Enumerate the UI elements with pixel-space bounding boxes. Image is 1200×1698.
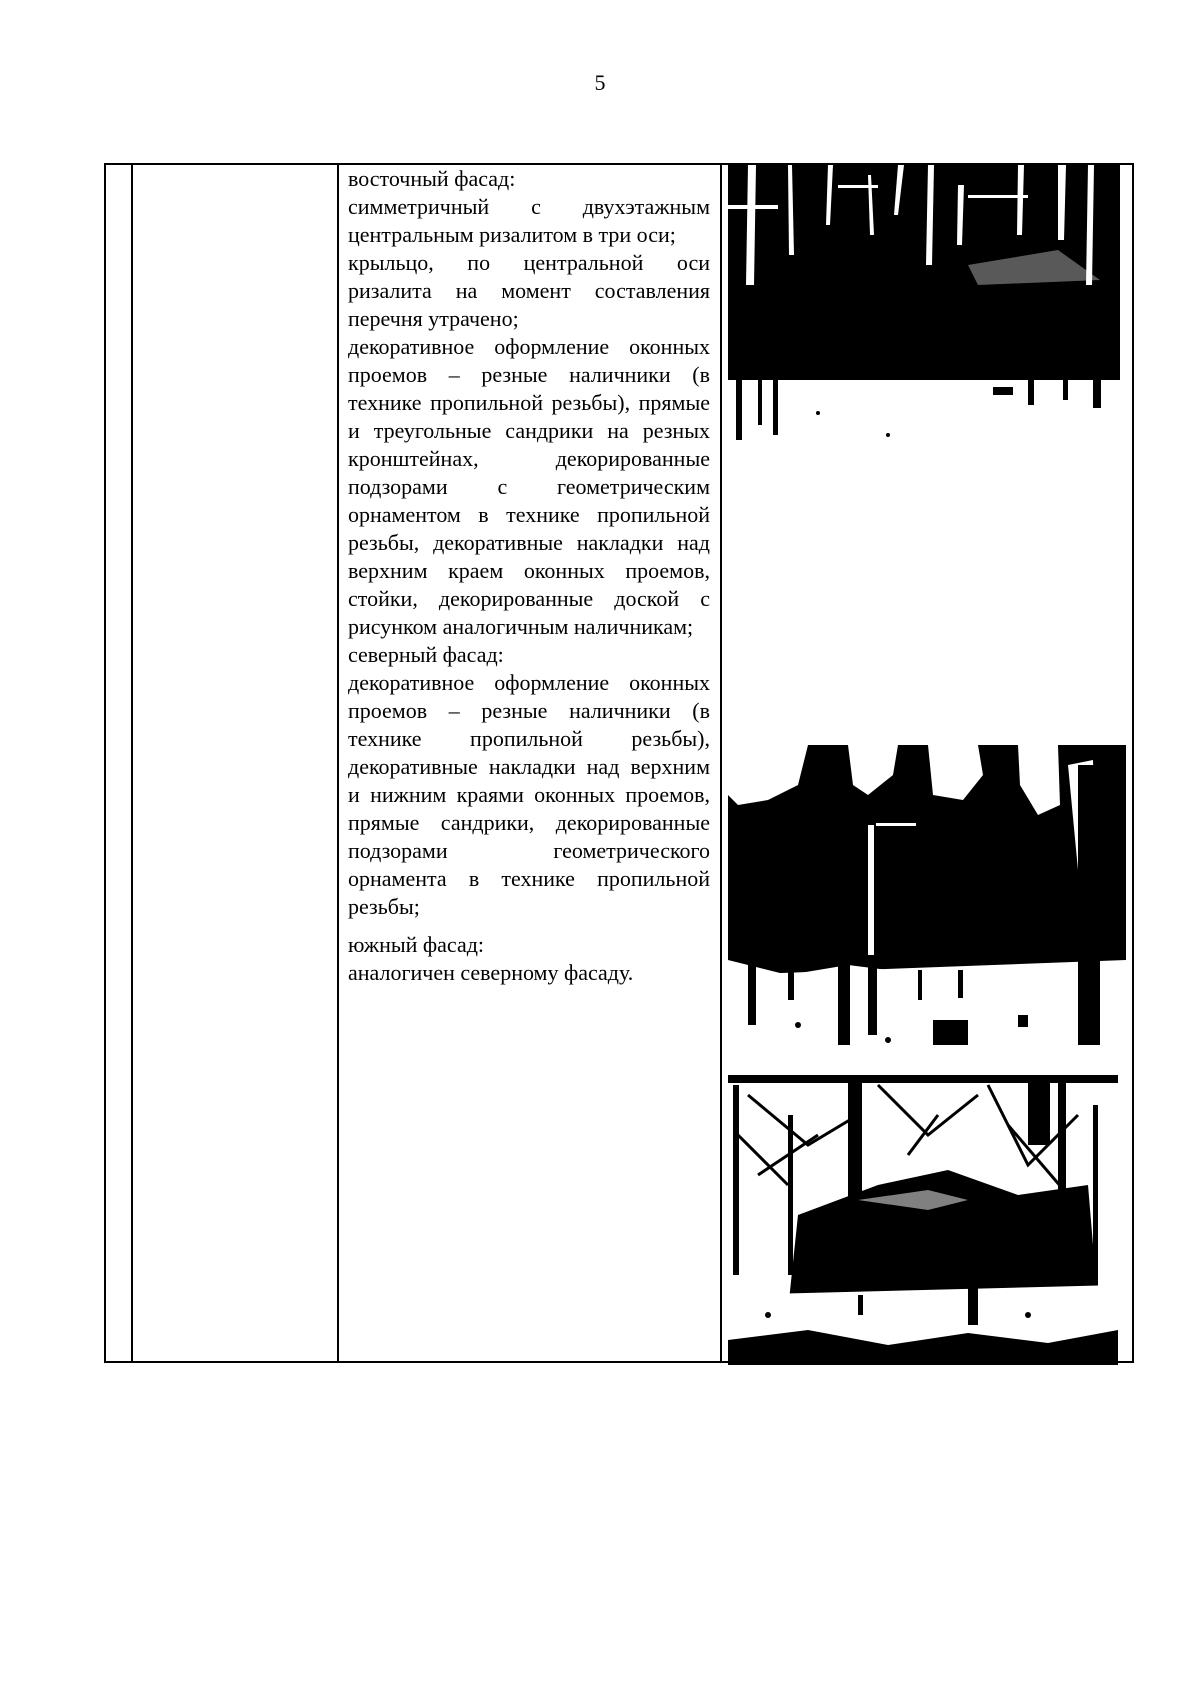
north-facade-photo bbox=[728, 745, 1126, 1045]
north-facade-label: северный фасад: bbox=[348, 642, 504, 667]
north-facade-text: декоративное оформление оконных проемов – резные наличники (в технике пропильной резьбы), декоративные накладки над верхним и нижним краями оконных проемов, прямые сандрики, декорированные подзорами геометрического орнамента в технике пропильной резьбы; bbox=[348, 670, 710, 919]
column-divider bbox=[720, 165, 722, 1361]
south-facade-label: южный фасад: bbox=[348, 932, 485, 957]
south-facade-text: аналогичен северному фасаду. bbox=[348, 960, 634, 985]
page-number: 5 bbox=[594, 70, 606, 95]
column-divider bbox=[337, 165, 339, 1361]
east-facade-photo bbox=[728, 165, 1120, 455]
facade-table bbox=[104, 163, 1134, 1363]
east-facade-label: восточный фасад: bbox=[348, 166, 516, 191]
east-facade-text-3: декоративное оформление оконных проемов – резные наличники (в технике пропильной резьбы), прямые и треугольные сандрики на резных кронштейнах, декорированные подзорами с геометрическим орнаментом в технике пропильной резьбы, декоративные накладки над верхним краем оконных проемов, стойки, декорированные доской с рисунком аналогичным наличникам; bbox=[348, 334, 710, 639]
east-facade-text-1: симметричный с двухэтажным центральным ризалитом в три оси; bbox=[348, 194, 710, 247]
east-facade-text-2: крыльцо, по центральной оси ризалита на момент составления перечня утрачено; bbox=[348, 250, 710, 331]
column-divider bbox=[131, 165, 133, 1361]
south-facade-photo bbox=[728, 1075, 1118, 1365]
facade-description bbox=[348, 165, 710, 987]
